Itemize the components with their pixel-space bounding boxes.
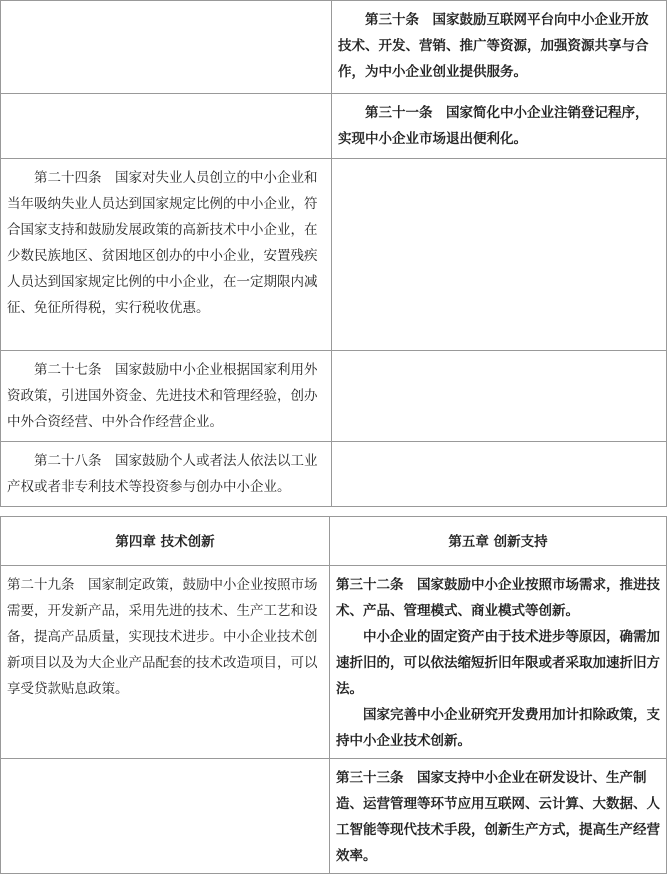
right-cell-article-33: [330, 759, 667, 874]
right-cell-empty: [332, 442, 667, 507]
table-row: [1, 159, 667, 351]
table-row: [1, 442, 667, 507]
article-31-text: 第三十一条 国家简化中小企业注销登记程序，实现中小企业市场退出便利化。: [338, 105, 649, 147]
article-29-text: 第二十九条 国家制定政策，鼓励中小企业按照市场需要，开发新产品，采用先进的技术、生产工艺和设备，提高产品质量，实现技术进步。中小企业技术创新项目以及为大企业产品配套的技术改造项目，可以享受贷款贴息政策。: [7, 577, 318, 697]
table-row: [1, 566, 667, 759]
comparison-table-bottom: [0, 516, 667, 874]
table-header-row: [1, 517, 667, 566]
table-row: [1, 351, 667, 442]
article-28-text: 第二十八条 国家鼓励个人或者法人依法以工业产权或者非专利技术等投资参与创办中小企业。: [7, 453, 318, 495]
table-row: [1, 759, 667, 874]
left-cell-article-29: [1, 566, 330, 759]
table-row: [1, 94, 667, 159]
article-32-para-2: 中小企业的固定资产由于技术进步等原因，确需加速折旧的，可以依法缩短折旧年限或者采取加速折旧方法。: [336, 629, 660, 697]
article-27-text: 第二十七条 国家鼓励中小企业根据国家利用外资政策，引进国外资金、先进技术和管理经验，创办中外合资经营、中外合作经营企业。: [7, 362, 318, 430]
left-cell-article-24: [1, 159, 332, 351]
article-32-para-3: 国家完善中小企业研究开发费用加计扣除政策，支持中小企业技术创新。: [336, 707, 660, 749]
left-cell-empty: [1, 1, 332, 94]
right-cell-article-32: [330, 566, 667, 759]
right-cell-empty: [332, 351, 667, 442]
left-cell-article-28: [1, 442, 332, 507]
left-cell-empty: [1, 94, 332, 159]
chapter-4-heading: 第四章 技术创新: [1, 517, 330, 566]
left-cell-empty: [1, 759, 330, 874]
table-row: [1, 1, 667, 94]
article-30-text: 第三十条 国家鼓励互联网平台向中小企业开放技术、开发、营销、推广等资源，加强资源共享与合作，为中小企业创业提供服务。: [338, 12, 649, 80]
article-24-text: 第二十四条 国家对失业人员创立的中小企业和当年吸纳失业人员达到国家规定比例的中小企业，符合国家支持和鼓励发展政策的高新技术中小企业，在少数民族地区、贫困地区创办的中小企业，安置残疾人员达到国家规定比例的中小企业，在一定期限内减征、免征所得税，实行税收优惠。: [7, 170, 318, 316]
left-cell-article-27: [1, 351, 332, 442]
right-cell-article-31: [332, 94, 667, 159]
right-cell-empty: [332, 159, 667, 351]
article-32-text: 第三十二条 国家鼓励中小企业按照市场需求，推进技术、产品、管理模式、商业模式等创新。: [336, 577, 660, 619]
right-cell-article-30: [332, 1, 667, 94]
article-33-text: 第三十三条 国家支持中小企业在研发设计、生产制造、运营管理等环节应用互联网、云计算、大数据、人工智能等现代技术手段，创新生产方式，提高生产经营效率。: [336, 770, 660, 864]
chapter-5-heading: 第五章 创新支持: [330, 517, 667, 566]
